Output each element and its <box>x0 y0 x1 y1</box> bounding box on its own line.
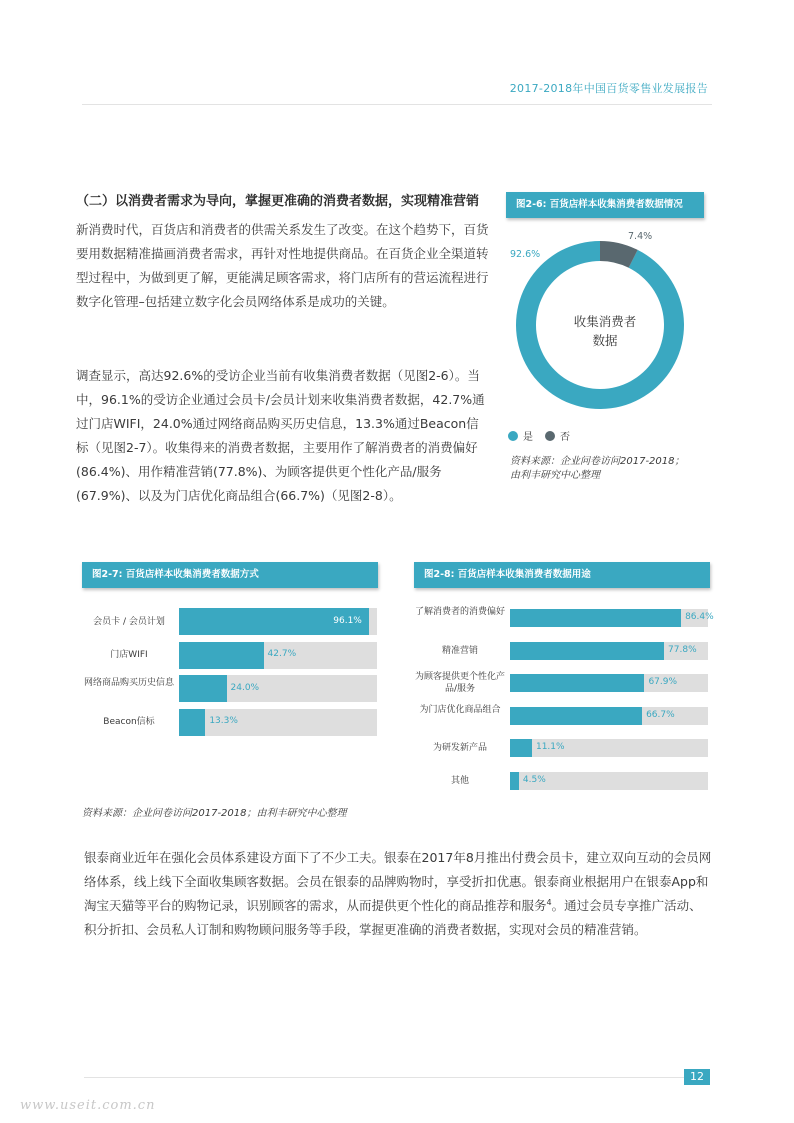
donut-label-yes: 92.6% <box>510 249 541 260</box>
donut-center-label <box>555 312 655 350</box>
report-title: 2017-2018年中国百货零售业发展报告 <box>509 82 708 95</box>
bar <box>510 674 644 692</box>
legend-swatch-no <box>545 431 555 441</box>
bar <box>510 642 664 660</box>
figure-2-7-title: 图2-7: 百货店样本收集消费者数据方式 <box>82 562 378 588</box>
paragraph-1 <box>76 218 490 314</box>
bar <box>179 709 205 736</box>
donut-center-line-2: 数据 <box>592 333 618 348</box>
donut-label-no: 7.4% <box>628 231 653 242</box>
paragraph-3-body: 银泰商业近年在强化会员体系建设方面下了不少工夫。银泰在2017年8月推出付费会员卡，建立双向互动的会员网络体系，线上线下全面收集顾客数据。会员在银泰的品牌购物时，享受折扣优惠。银泰商业根据用户在银泰App和淘宝天猫等平台的购物记录，识别顾客的需求，从而提供更个性化的商品推荐和服务 <box>84 850 712 913</box>
bar-category-label: 精准营销 <box>441 645 478 656</box>
legend-label-no: 否 <box>560 432 570 443</box>
bar-value-label: 66.7% <box>646 709 675 720</box>
watermark: www.useit.com.cn <box>20 1098 156 1113</box>
section-heading: （二）以消费者需求为导向，掌握更准确的消费者数据，实现精准营销 <box>76 194 480 209</box>
source-line-1: 资料来源：企业问卷访问2017-2018； <box>510 456 685 467</box>
donut-legend <box>508 428 582 443</box>
bar-category-label: 为门店优化商品组合 <box>419 704 501 715</box>
paragraph-2-text: 调查显示，高达92.6%的受访企业当前有收集消费者数据（见图2-6）。当中，96.1%的受访企业通过会员卡/会员计划来收集消费者数据，42.7%通过门店WIFI，24.0%通过网络商品购买历史信息，13.3%通过Beacon信标（见图2-7）。收集得来的消费者数据，主要用作了解消费者的消费偏好(86.4%)、用作精准营销(77.8%)、为顾客提供更个性化产品/服务(67.9%)、以及为门店优化商品组合(66.7%)（见图2-8）。 <box>76 368 485 503</box>
bar-value-label: 11.1% <box>535 742 565 752</box>
paragraph-1-text: 新消费时代，百货店和消费者的供需关系发生了改变。在这个趋势下，百货要用数据精准描画消费者需求，再针对性地提供商品。在百货企业全渠道转型过程中，为做到更了解，更能满足顾客需求，将门店所有的营运流程进行数字化管理–包括建立数字化会员网络体系是成功的关键。 <box>76 222 489 309</box>
legend-swatch-yes <box>508 431 518 441</box>
paragraph-3-tail: 。通过会员专享推广活动、积分折扣、会员私人订制和购物顾问服务等手段，掌握更准确的消费者数据，实现对会员的精准营销。 <box>84 898 702 937</box>
bar <box>510 609 681 627</box>
bar <box>179 642 264 669</box>
bar-category-label: 门店WIFI <box>110 650 148 660</box>
bar-category-label: 为顾客提供更个性化产品/服务 <box>414 672 505 694</box>
bar-category-label: Beacon信标 <box>103 717 155 727</box>
bar <box>179 675 227 702</box>
bar-category-label: 其他 <box>450 775 469 786</box>
figure-2-6-source <box>510 455 710 483</box>
source-line-2: 由利丰研究中心整理 <box>510 470 600 481</box>
bar-value-label: 86.4% <box>685 612 714 622</box>
bar <box>510 772 519 790</box>
bar-category-label: 网络商品购买历史信息 <box>83 677 174 688</box>
bar-value-label: 96.1% <box>333 615 362 626</box>
bar-value-label: 4.5% <box>522 774 546 785</box>
figure-2-6-title: 图2-6: 百货店样本收集消费者数据情况 <box>506 192 704 218</box>
bar <box>510 707 642 725</box>
page-number: 12 <box>684 1069 710 1085</box>
bar <box>510 739 532 757</box>
bar-value-label: 67.9% <box>648 677 678 687</box>
bar-value-label: 42.7% <box>267 649 297 659</box>
bar-value-label: 24.0% <box>230 682 260 693</box>
bar-value-label: 77.8% <box>668 644 697 655</box>
header-divider <box>82 104 712 105</box>
figure-2-8-title: 图2-8: 百货店样本收集消费者数据用途 <box>414 562 710 588</box>
paragraph-2 <box>76 364 490 508</box>
donut-center-line-1: 收集消费者 <box>573 314 637 329</box>
bar-category-label: 了解消费者的消费偏好 <box>414 607 505 617</box>
paragraph-3 <box>84 846 712 942</box>
footnote-marker: 4 <box>546 897 552 907</box>
legend-item-no <box>545 428 570 443</box>
bar-category-label: 会员卡 / 会员计划 <box>93 616 165 627</box>
legend-item-yes <box>508 428 533 443</box>
paragraph-3-text <box>84 846 712 942</box>
bar-value-label: 13.3% <box>209 716 238 726</box>
figure-2-7-2-8-source: 资料来源：企业问卷访问2017-2018；由利丰研究中心整理 <box>82 808 347 819</box>
legend-label-yes: 是 <box>523 432 533 443</box>
footer-divider <box>84 1077 684 1078</box>
bar-category-label: 为研发新产品 <box>432 743 487 753</box>
